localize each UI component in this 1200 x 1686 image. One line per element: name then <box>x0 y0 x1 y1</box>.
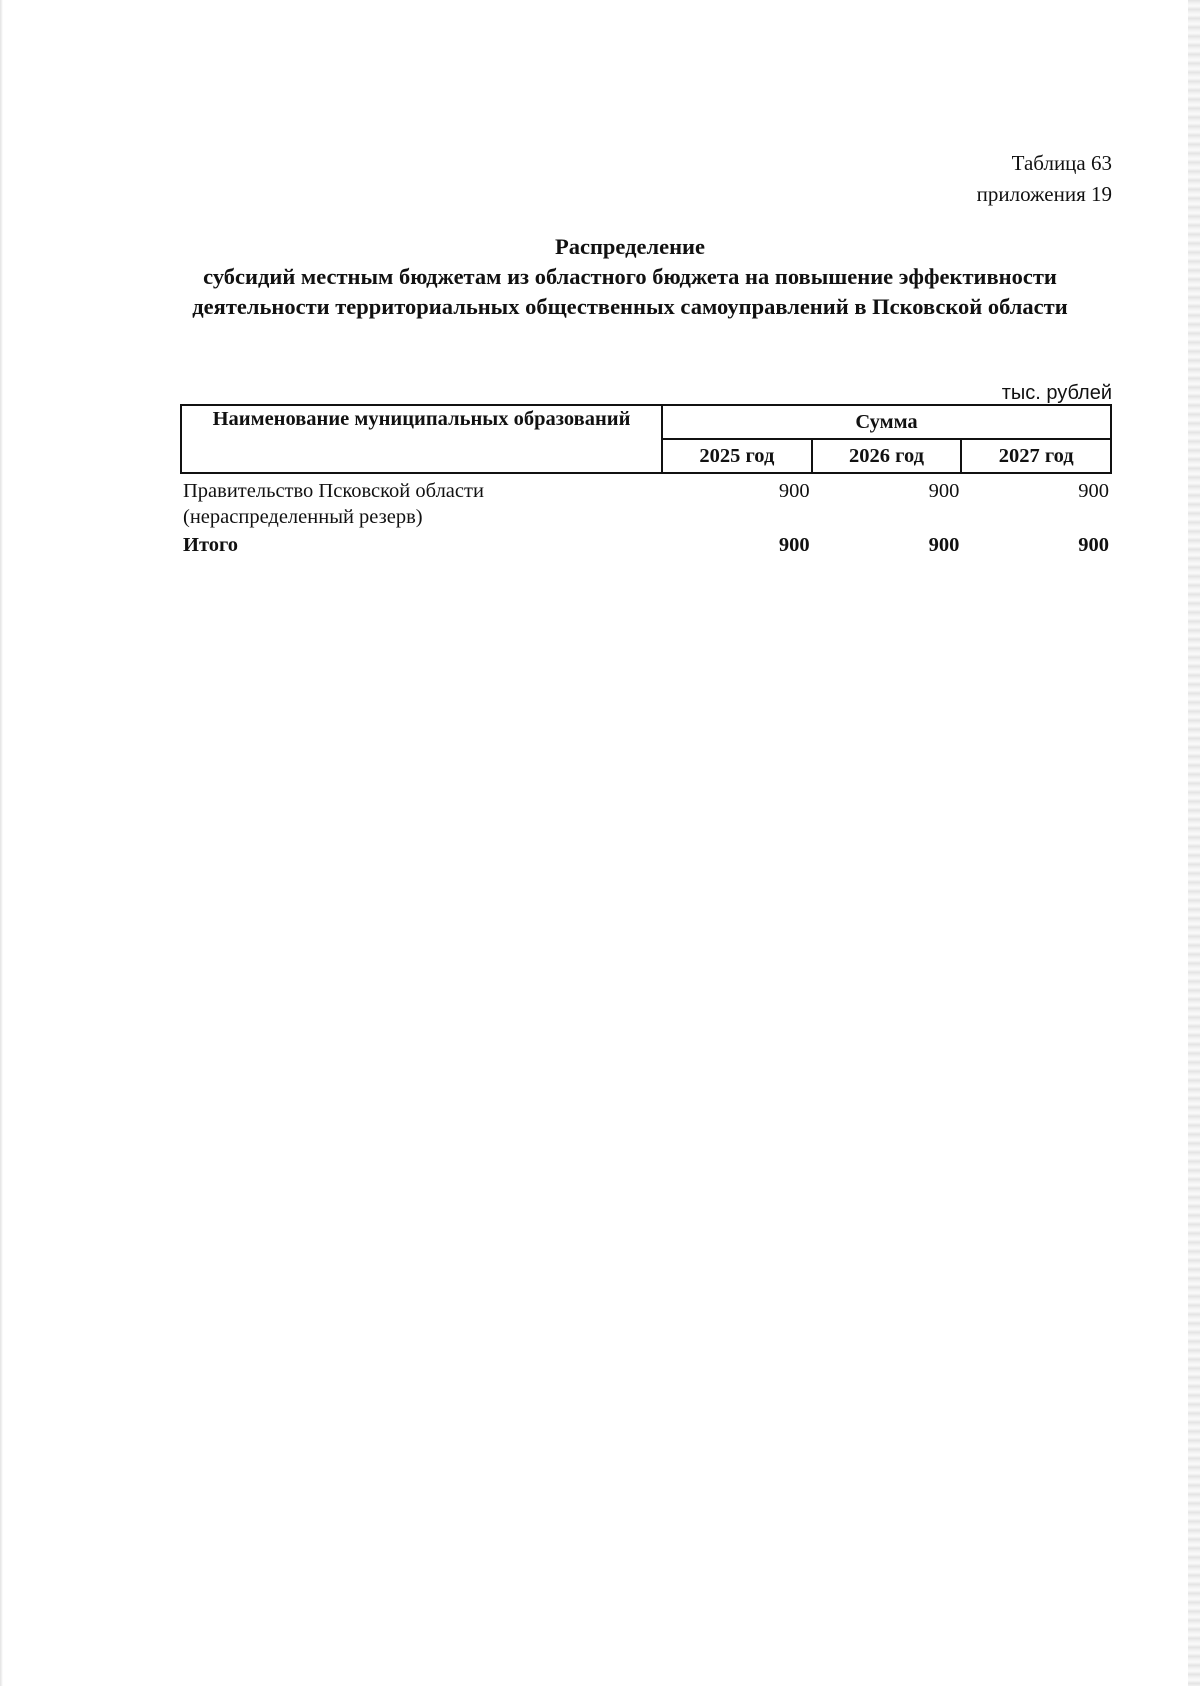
scan-edge-left <box>0 0 3 1686</box>
row-name-line-2: (нераспределенный резерв) <box>183 506 423 528</box>
header-municipality-name: Наименование муниципальных образований <box>181 405 662 473</box>
table-row <box>181 473 1111 530</box>
row-value-2025: 900 <box>778 480 810 502</box>
row-value-2026: 900 <box>928 480 960 502</box>
budget-table <box>180 404 1112 558</box>
title-line-2: субсидий местным бюджетам из областного бюджета на повышение эффективности <box>203 264 1057 289</box>
table-reference <box>977 148 1112 210</box>
table-header-row <box>181 405 1111 439</box>
document-title <box>150 232 1110 322</box>
total-value-2027: 900 <box>1078 534 1109 556</box>
annex-reference: приложения 19 <box>976 182 1112 206</box>
total-value-2025: 900 <box>778 534 810 556</box>
row-name <box>181 473 662 530</box>
table-number: Таблица 63 <box>1011 151 1112 175</box>
header-year-2025: 2025 год <box>662 439 812 473</box>
total-value-2026: 900 <box>928 534 960 556</box>
header-sum: Сумма <box>662 405 1111 439</box>
title-line-1: Распределение <box>554 234 706 259</box>
row-name-line-1: Правительство Псковской области <box>183 480 484 502</box>
table-total-row <box>181 530 1111 558</box>
header-year-2027: 2027 год <box>961 439 1111 473</box>
units-label: тыс. рублей <box>1001 382 1112 404</box>
title-line-3: деятельности территориальных общественных самоуправлений в Псковской области <box>192 294 1068 319</box>
header-year-2026: 2026 год <box>812 439 962 473</box>
row-value-2027: 900 <box>1078 480 1109 502</box>
scan-edge-right <box>1188 0 1200 1686</box>
total-label: Итого <box>183 534 239 556</box>
